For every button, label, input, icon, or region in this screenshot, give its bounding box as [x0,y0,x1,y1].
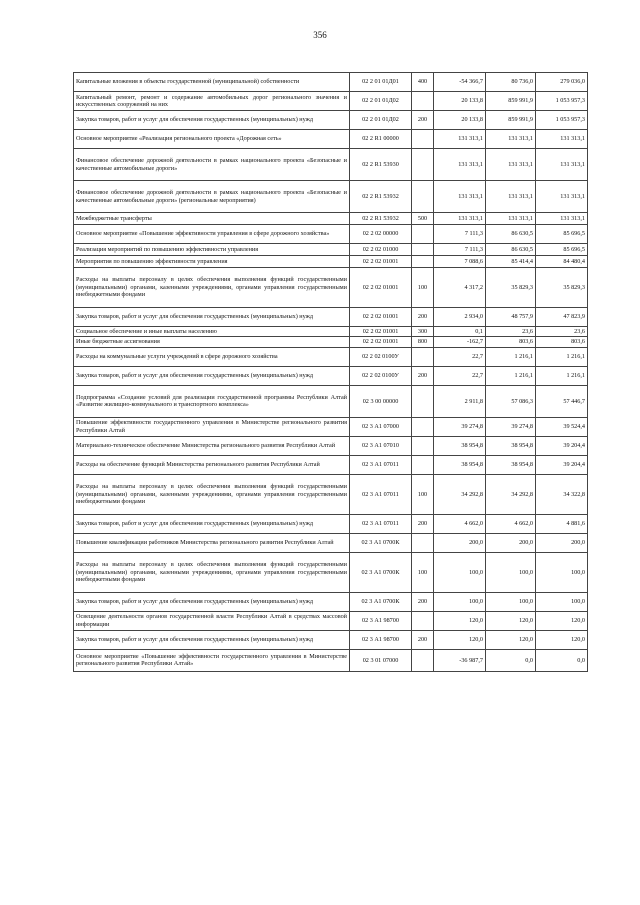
row-name: Расходы на выплаты персоналу в целях обеспечения выполнения функций государственными (муниципальными) органами, казенными учреждениями, органами управления государственными внебюджетными фондами [74,268,350,308]
row-amount-1: -162,7 [434,337,486,347]
row-code: 02 3 01 07000 [350,649,412,671]
row-amount-3: 85 696,5 [536,225,588,244]
row-expense-type: 200 [412,514,434,533]
row-name: Материально-техническое обеспечение Министерства регионального развития Республики Алтай [74,436,350,455]
row-amount-1: 7 111,3 [434,225,486,244]
row-amount-3: 1 053 957,3 [536,92,588,111]
row-amount-3: 1 216,1 [536,366,588,385]
row-amount-3: 57 446,7 [536,385,588,417]
row-amount-2: 100,0 [486,552,536,592]
row-amount-1: 100,0 [434,592,486,611]
row-name: Закупка товаров, работ и услуг для обеспечения государственных (муниципальных) нужд [74,308,350,327]
row-amount-3: 1 053 957,3 [536,111,588,130]
row-name: Мероприятия по повышению эффективности управления [74,256,350,268]
row-amount-1: 4 317,2 [434,268,486,308]
row-expense-type [412,256,434,268]
table-row [74,308,588,327]
row-name: Подпрограмма «Создание условий для реализации государственной программы Республики Алтай «Развитие жилищно-коммунального и транспортного комплекса» [74,385,350,417]
row-name: Закупка товаров, работ и услуг для обеспечения государственных (муниципальных) нужд [74,366,350,385]
table-row [74,347,588,366]
row-name: Закупка товаров, работ и услуг для обеспечения государственных (муниципальных) нужд [74,514,350,533]
row-name: Основное мероприятие «Повышение эффективности управления в сфере дорожного хозяйства» [74,225,350,244]
row-amount-2: 131 313,1 [486,149,536,181]
row-amount-2: 0,0 [486,649,536,671]
row-amount-1: 120,0 [434,630,486,649]
row-amount-3: 39 204,4 [536,455,588,474]
row-amount-3: 131 313,1 [536,181,588,213]
row-amount-2: 131 313,1 [486,130,536,149]
row-amount-1: 34 292,8 [434,474,486,514]
row-expense-type: 100 [412,268,434,308]
row-expense-type: 800 [412,337,434,347]
row-expense-type: 500 [412,213,434,225]
row-amount-2: 1 216,1 [486,366,536,385]
row-code: 02 2 02 01001 [350,327,412,337]
row-expense-type [412,347,434,366]
row-code: 02 3 А1 07010 [350,436,412,455]
table-row [74,552,588,592]
row-expense-type [412,181,434,213]
row-amount-3: 34 322,8 [536,474,588,514]
budget-table-body [74,73,588,672]
row-amount-1: 131 313,1 [434,213,486,225]
row-expense-type [412,455,434,474]
row-expense-type [412,436,434,455]
row-amount-3: 35 829,3 [536,268,588,308]
row-amount-2: 859 991,9 [486,92,536,111]
row-amount-2: 35 829,3 [486,268,536,308]
row-amount-1: 2 934,0 [434,308,486,327]
row-amount-1: 2 911,8 [434,385,486,417]
row-amount-2: 23,6 [486,327,536,337]
row-expense-type: 200 [412,111,434,130]
row-expense-type: 200 [412,366,434,385]
row-code: 02 2 02 0100У [350,347,412,366]
row-amount-3: 84 480,4 [536,256,588,268]
row-amount-2: 85 414,4 [486,256,536,268]
row-amount-1: 22,7 [434,347,486,366]
table-row [74,436,588,455]
table-row [74,244,588,256]
row-amount-3: 803,6 [536,337,588,347]
row-name: Закупка товаров, работ и услуг для обеспечения государственных (муниципальных) нужд [74,111,350,130]
row-amount-1: 120,0 [434,611,486,630]
row-name: Социальное обеспечение и иные выплаты населению [74,327,350,337]
row-amount-3: 120,0 [536,630,588,649]
row-amount-1: 131 313,1 [434,149,486,181]
table-row [74,149,588,181]
row-amount-3: 200,0 [536,533,588,552]
row-amount-3: 4 881,6 [536,514,588,533]
row-name: Межбюджетные трансферты [74,213,350,225]
row-amount-3: 47 823,9 [536,308,588,327]
row-amount-1: 39 274,8 [434,417,486,436]
row-amount-3: 23,6 [536,327,588,337]
row-name: Капитальный ремонт, ремонт и содержание автомобильных дорог регионального значения и искусственных сооружений на них [74,92,350,111]
row-amount-1: 7 088,6 [434,256,486,268]
row-code: 02 2 01 01Д02 [350,92,412,111]
row-amount-2: 1 216,1 [486,347,536,366]
row-amount-1: 7 111,3 [434,244,486,256]
table-row [74,533,588,552]
row-amount-3: 279 036,0 [536,73,588,92]
row-code: 02 2 01 01Д01 [350,73,412,92]
row-name: Расходы на обеспечение функций Министерства регионального развития Республики Алтай [74,455,350,474]
row-code: 02 2 01 01Д02 [350,111,412,130]
row-code: 02 2 R1 53930 [350,149,412,181]
row-amount-1: 100,0 [434,552,486,592]
row-expense-type [412,244,434,256]
row-amount-3: 0,0 [536,649,588,671]
row-name: Капитальные вложения в объекты государственной (муниципальной) собственности [74,73,350,92]
row-code: 02 2 02 01001 [350,268,412,308]
row-amount-2: 859 991,9 [486,111,536,130]
row-code: 02 3 А1 98700 [350,611,412,630]
row-name: Расходы на выплаты персоналу в целях обеспечения выполнения функций государственными (муниципальными) органами, казенными учреждениями, органами управления государственными внебюджетными фондами [74,552,350,592]
row-expense-type: 400 [412,73,434,92]
row-code: 02 3 А1 0700К [350,592,412,611]
table-row [74,92,588,111]
row-amount-3: 39 524,4 [536,417,588,436]
row-name: Финансовое обеспечение дорожной деятельности в рамках национального проекта «Безопасные и качественные автомобильные дороги» [74,149,350,181]
budget-table [73,72,588,672]
row-code: 02 2 R1 00000 [350,130,412,149]
row-amount-2: 86 630,5 [486,244,536,256]
row-code: 02 2 02 01001 [350,337,412,347]
row-amount-2: 4 662,0 [486,514,536,533]
row-code: 02 2 02 01000 [350,244,412,256]
row-amount-1: 131 313,1 [434,130,486,149]
row-amount-1: -36 987,7 [434,649,486,671]
row-code: 02 3 А1 0700К [350,552,412,592]
row-amount-2: 120,0 [486,630,536,649]
table-row [74,181,588,213]
row-amount-1: 131 313,1 [434,181,486,213]
page-number: 356 [313,30,327,40]
row-expense-type [412,130,434,149]
table-row [74,327,588,337]
table-row [74,130,588,149]
row-amount-1: 200,0 [434,533,486,552]
row-expense-type [412,225,434,244]
row-expense-type [412,649,434,671]
row-name: Финансовое обеспечение дорожной деятельности в рамках национального проекта «Безопасные и качественные автомобильные дороги» (региональные мероприятия) [74,181,350,213]
row-amount-3: 100,0 [536,552,588,592]
row-code: 02 2 02 00000 [350,225,412,244]
row-code: 02 3 А1 07011 [350,514,412,533]
row-amount-2: 38 954,8 [486,436,536,455]
row-expense-type [412,385,434,417]
row-expense-type [412,417,434,436]
row-amount-1: 0,1 [434,327,486,337]
row-amount-1: 20 133,8 [434,111,486,130]
table-row [74,366,588,385]
row-amount-3: 131 313,1 [536,130,588,149]
row-code: 02 2 02 01001 [350,308,412,327]
row-amount-1: 22,7 [434,366,486,385]
row-name: Освещение деятельности органов государственной власти Республики Алтай в средствах массовой информации [74,611,350,630]
row-amount-3: 1 216,1 [536,347,588,366]
row-amount-3: 85 696,5 [536,244,588,256]
row-code: 02 2 R1 53932 [350,213,412,225]
row-code: 02 3 А1 07000 [350,417,412,436]
row-amount-1: 4 662,0 [434,514,486,533]
row-expense-type [412,149,434,181]
row-amount-3: 120,0 [536,611,588,630]
row-amount-1: 38 954,8 [434,436,486,455]
row-expense-type: 200 [412,630,434,649]
row-name: Закупка товаров, работ и услуг для обеспечения государственных (муниципальных) нужд [74,630,350,649]
row-expense-type: 100 [412,474,434,514]
row-amount-1: -54 366,7 [434,73,486,92]
row-name: Расходы на коммунальные услуги учреждений в сфере дорожного хозяйства [74,347,350,366]
table-row [74,256,588,268]
row-name: Повышение эффективности государственного управления в Министерстве регионального развития Республики Алтай [74,417,350,436]
table-row [74,611,588,630]
table-row [74,225,588,244]
table-row [74,474,588,514]
row-amount-2: 120,0 [486,611,536,630]
row-amount-3: 39 204,4 [536,436,588,455]
row-amount-2: 131 313,1 [486,181,536,213]
row-amount-1: 20 133,8 [434,92,486,111]
table-row [74,73,588,92]
row-code: 02 3 00 00000 [350,385,412,417]
table-row [74,337,588,347]
row-name: Основное мероприятие «Реализация регионального проекта «Дорожная сеть» [74,130,350,149]
row-amount-2: 48 757,9 [486,308,536,327]
row-name: Закупка товаров, работ и услуг для обеспечения государственных (муниципальных) нужд [74,592,350,611]
row-code: 02 2 02 01001 [350,256,412,268]
row-amount-2: 38 954,8 [486,455,536,474]
row-amount-3: 131 313,1 [536,149,588,181]
row-code: 02 3 А1 07011 [350,455,412,474]
row-name: Иные бюджетные ассигнования [74,337,350,347]
table-row [74,111,588,130]
row-amount-2: 86 630,5 [486,225,536,244]
row-amount-2: 803,6 [486,337,536,347]
row-amount-2: 39 274,8 [486,417,536,436]
row-expense-type [412,533,434,552]
table-row [74,649,588,671]
row-amount-2: 131 313,1 [486,213,536,225]
row-code: 02 3 А1 0700К [350,533,412,552]
table-row [74,268,588,308]
table-row [74,592,588,611]
row-code: 02 3 А1 07011 [350,474,412,514]
row-name: Расходы на выплаты персоналу в целях обеспечения выполнения функций государственными (муниципальными) органами, казенными учреждениями, органами управления государственными внебюджетными фондами [74,474,350,514]
row-amount-2: 57 086,3 [486,385,536,417]
row-expense-type: 200 [412,592,434,611]
row-amount-3: 131 313,1 [536,213,588,225]
row-name: Повышение квалификации работников Министерства регионального развития Республики Алтай [74,533,350,552]
row-code: 02 2 02 0100У [350,366,412,385]
row-expense-type [412,92,434,111]
row-amount-2: 80 736,0 [486,73,536,92]
row-amount-2: 34 292,8 [486,474,536,514]
row-code: 02 3 А1 98700 [350,630,412,649]
row-expense-type: 200 [412,308,434,327]
row-code: 02 2 R1 53932 [350,181,412,213]
table-row [74,213,588,225]
row-amount-2: 100,0 [486,592,536,611]
table-row [74,630,588,649]
table-row [74,455,588,474]
row-amount-3: 100,0 [536,592,588,611]
row-amount-2: 200,0 [486,533,536,552]
row-name: Реализация мероприятий по повышению эффективности управления [74,244,350,256]
table-row [74,385,588,417]
row-amount-1: 38 954,8 [434,455,486,474]
row-expense-type: 100 [412,552,434,592]
row-name: Основное мероприятие «Повышение эффективности государственного управления в Министерстве регионального развития Республики Алтай» [74,649,350,671]
table-row [74,417,588,436]
row-expense-type: 300 [412,327,434,337]
row-expense-type [412,611,434,630]
table-row [74,514,588,533]
